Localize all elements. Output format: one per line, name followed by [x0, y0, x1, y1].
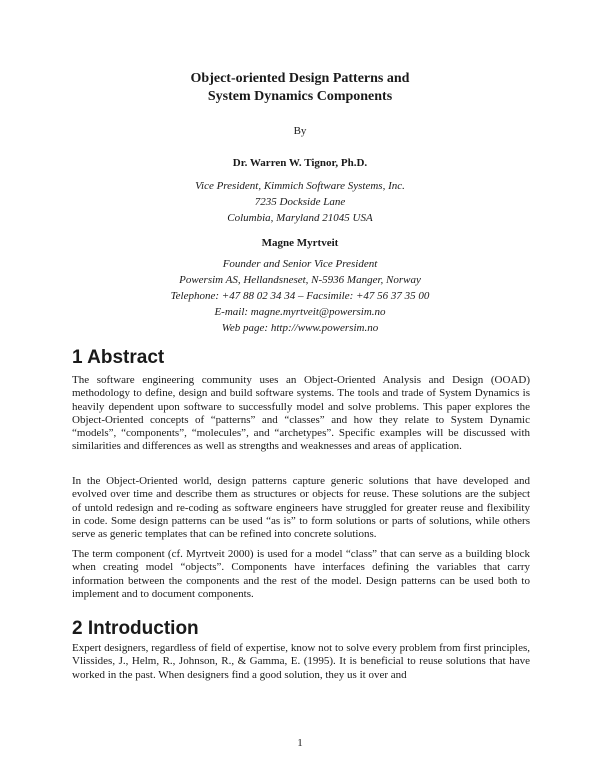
affiliation-line: Founder and Senior Vice President — [222, 258, 378, 270]
author-name: Magne Myrtveit — [261, 237, 339, 249]
author-affiliation — [0, 178, 600, 226]
paper-title-line-1: Object-oriented Design Patterns and — [190, 71, 410, 86]
by-line: By — [293, 125, 307, 137]
section-heading-abstract: 1 Abstract — [72, 347, 165, 368]
author-name: Dr. Warren W. Tignor, Ph.D. — [232, 157, 368, 169]
affiliation-line: 7235 Dockside Lane — [254, 196, 346, 208]
email-line: E-mail: magne.myrtveit@powersim.no — [214, 306, 386, 318]
abstract-paragraph: In the Object-Oriented world, design patterns capture generic solutions that have developed and evolved over time and describe them as structures or objects for reuse. These solutions are the subject of untold redesign and re-coding as software engineers have struggled for greater reuse and flexibility in code. Some design patterns can be used “as is” to form solutions or parts of solutions, while others serve as generic templates that can be refined into concrete solutions. — [72, 475, 530, 541]
abstract-paragraph: The software engineering community uses an Object-Oriented Analysis and Design (OOAD) methodology to define, design and build software systems. The tools and trade of System Dynamics is heavily dependent upon software to successfully model and solve problems. This paper explores the Object-Oriented concepts of “patterns” and “classes” and how they relate to System Dynamic “models”, “components”, “molecules”, and “archetypes”. Specific examples will be discussed with similarities and differences as well as strengths and weaknesses and areas of application. — [72, 374, 530, 453]
affiliation-line: Columbia, Maryland 21045 USA — [227, 212, 373, 224]
affiliation-line: Vice President, Kimmich Software Systems, Inc. — [195, 180, 405, 192]
section-heading-introduction: 2 Introduction — [72, 618, 199, 639]
author-affiliation — [0, 256, 600, 336]
affiliation-line: Powersim AS, Hellandsneset, N-5936 Manger, Norway — [179, 274, 421, 286]
affiliation-line: Telephone: +47 88 02 34 34 – Facsimile: +47 56 37 35 00 — [170, 290, 430, 302]
paper-title-line-2: System Dynamics Components — [207, 89, 393, 104]
introduction-paragraph: Expert designers, regardless of field of expertise, know not to solve every problem from first principles, Vlissides, J., Helm, R., Johnson, R., & Gamma, E. (1995). It is beneficial to reuse solutions that have worked in the past. When designers find a good solution, they us it over and — [72, 642, 530, 681]
web-page-line: Web page: http://www.powersim.no — [221, 322, 379, 334]
page-number: 1 — [297, 737, 303, 749]
abstract-paragraph: The term component (cf. Myrtveit 2000) is used for a model “class” that can serve as a building block when creating model “objects”. Components have interfaces defining the variables that carry information between the components and the rest of the model. Design patterns can be used both to implement and to document components. — [72, 548, 530, 600]
